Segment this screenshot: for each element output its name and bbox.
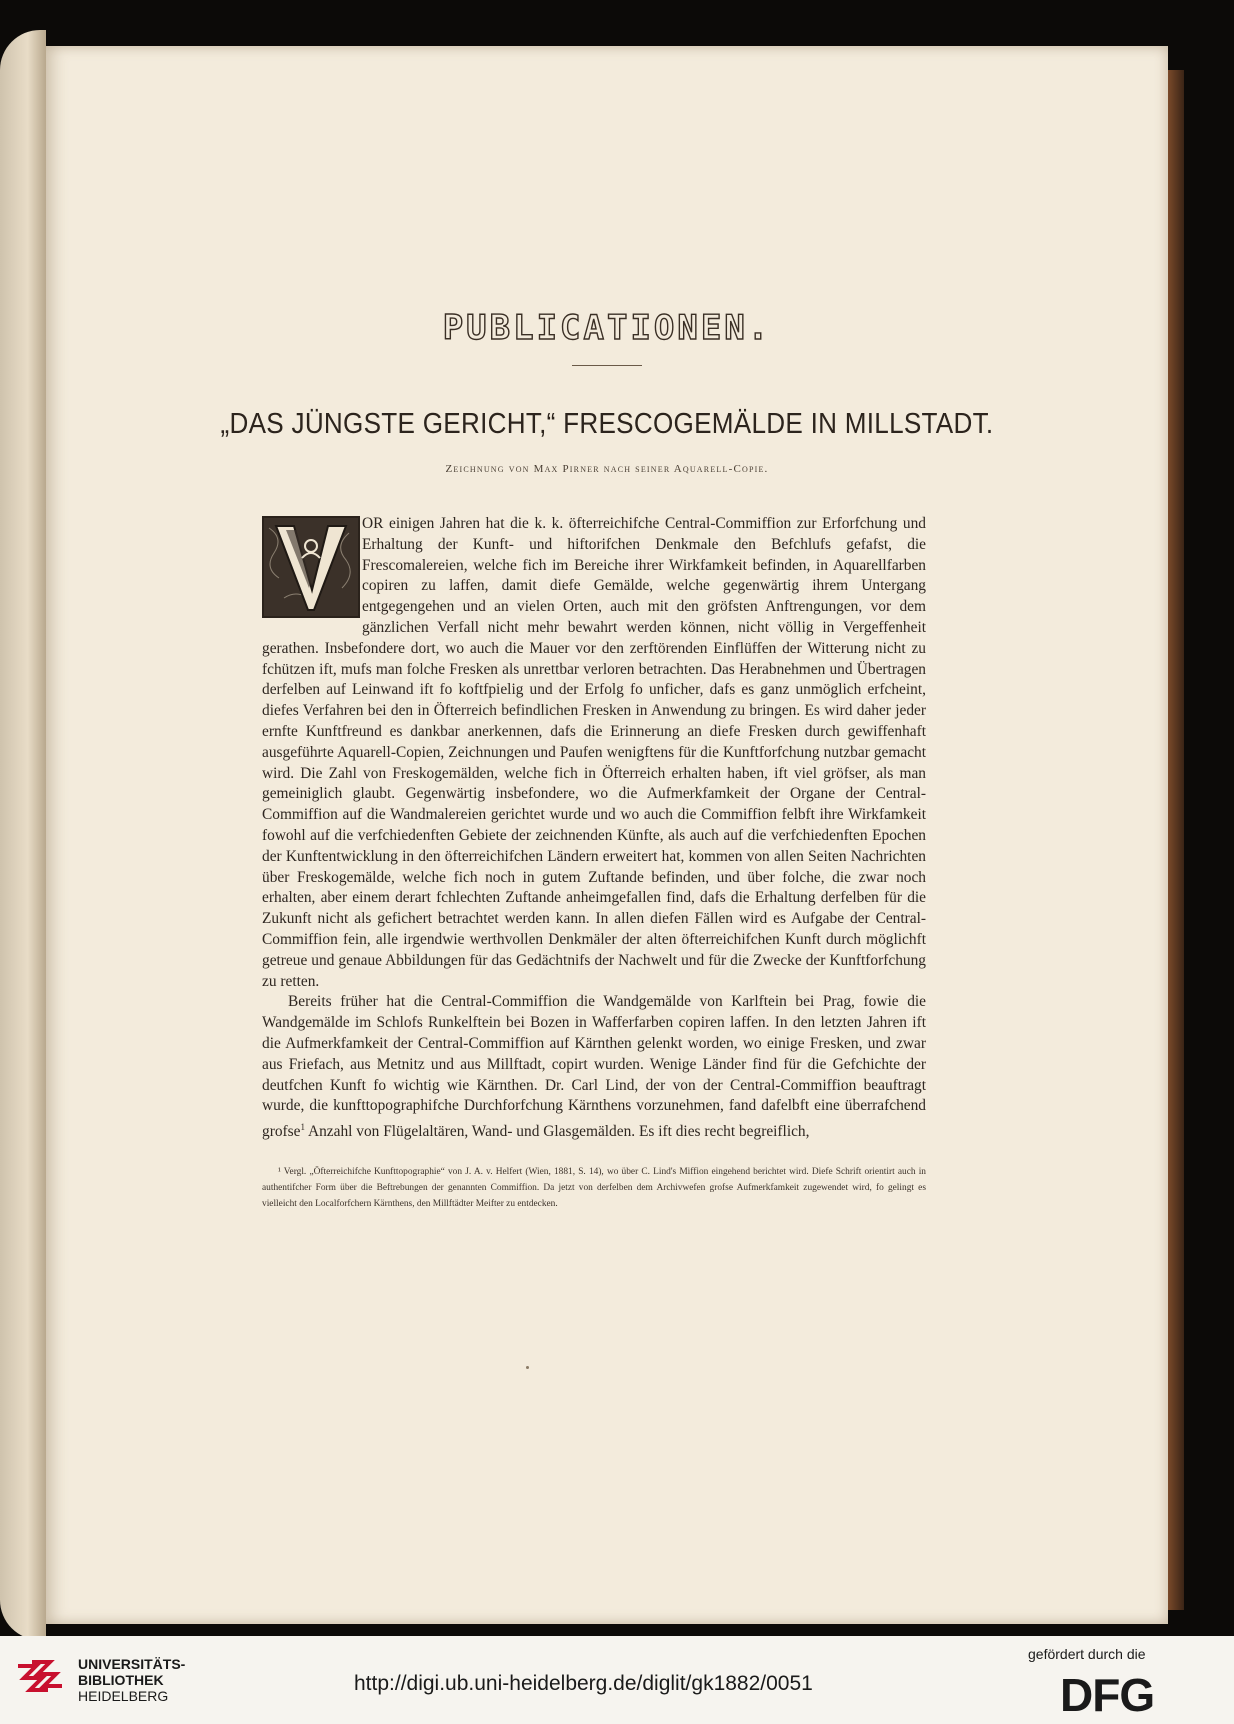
article-title: „DAS JÜNGSTE GERICHT,“ FRESCOGEMÄLDE IN MILLSTADT. bbox=[220, 408, 994, 440]
permalink-url[interactable]: http://digi.ub.uni-heidelberg.de/diglit/gk1882/0051 bbox=[354, 1672, 813, 1695]
viewer-footer bbox=[0, 1636, 1234, 1724]
page-edge bbox=[1168, 70, 1184, 1610]
footnote: ¹ Vergl. „Öfterreichifche Kunfttopographie“ von J. A. v. Helfert (Wien, 1881, S. 14), wo über C. Lind's Miffion eingehend berichtet wird. Diefe Schrift orientirt auch in authentifcher Form über die Beftrebungen der genannten Commiffion. Da jetzt von derfelben dem Archivwefen grofse Aufmerkfamkeit zugewendet wird, fo gelingt es vielleicht den Localforfchern Kärnthens, den Millftädter Meifter zu entdecken. bbox=[262, 1167, 926, 1209]
paragraph-1: OR einigen Jahren hat die k. k. öfterreichifche Central-Commiffion zur Erforfchung und Erhaltung der Kunft- und hiftorifchen Denkmale den Befchlufs gefafst, die Frescomalereien, welche fich im Bereiche ihrer Wirkfamkeit befinden, in Aquarellfarben copiren zu laffen, damit diefe Gemälde, welche gegenwärtig ihrem Untergang entgegengehen und an vielen Orten, auch mit den gröfsten Anftrengungen, vor dem gänzlichen Verfall nicht mehr bewahrt werden können, nicht völlig in Vergeffenheit gerathen. Insbefondere dort, wo auch die Mauer vor den zerftörenden Einflüffen der Witterung nicht zu fchützen ift, mufs man folche Fresken als unrettbar verloren betrachten. Das Herabnehmen und Übertragen derfelben auf Leinwand ift fo koftfpielig und der Erfolg fo unficher, dafs es ganz unmöglich erfcheint, diefes Verfahren bei den in Öfterreich befindlichen Fresken in Anwendung zu bringen. Es wird daher jeder ernfte Kunftfreund es dankbar anerkennen, dafs die Erinnerung an diefe Fresken durch gewiffenhaft ausgeführte Aquarell-Copien, Zeichnungen und Paufen wenigftens für die Kunftforfchung nutzbar gemacht wird. Die Zahl von Freskogemälden, welche fich in Öfterreich erhalten haben, ift viel gröfser, als man gemeiniglich glaubt. Gegenwärtig insbefondere, wo die Aufmerkfamkeit der Organe der Central-Commiffion auf die Wandmalereien gerichtet wurde und wo auch die Commiffion felbft ihre Wirkfamkeit fowohl auf die verfchiedenften Gebiete der zeichnenden Künfte, als auch auf die verfchiedenften Epochen der Kunftentwicklung in den öfterreichifchen Ländern erweitert hat, kommen von allen Seiten Nachrichten über Freskogemälde, welche fich noch in gutem Zuftande befinden, und über folche, die zwar noch erhalten, aber einem derart fchlechten Zuftande anheimgefallen find, dafs die Erhaltung derfelben für die Zukunft nicht als gefichert betrachtet werden kann. In allen diefen Fällen wird es Aufgabe der Central-Commiffion fein, alle irgendwie werthvollen Denkmäler der alten öfterreichifchen Kunft durch möglichft getreue und genaue Abbildungen für das Gedächtnifs der Nachwelt und für die Zwecke der Kunftforfchung zu retten. bbox=[262, 515, 926, 990]
footnote-marker[interactable]: 1 bbox=[300, 1122, 305, 1133]
dfg-logo[interactable]: DFG bbox=[1060, 1669, 1155, 1721]
funding-label: gefördert durch die bbox=[1028, 1646, 1146, 1662]
paper-speck bbox=[526, 1366, 529, 1369]
book-spine bbox=[0, 30, 46, 1640]
university-name: UNIVERSITÄTS- BIBLIOTHEK HEIDELBERG bbox=[78, 1656, 186, 1704]
university-library-logo-icon[interactable] bbox=[14, 1658, 66, 1700]
title-rule bbox=[572, 365, 642, 366]
article-subtitle: Zeichnung von Max Pirner nach seiner Aquarell-Copie. bbox=[445, 463, 769, 475]
scanned-page bbox=[46, 46, 1168, 1624]
article-body bbox=[262, 514, 926, 1143]
section-title: PUBLICATIONEN. bbox=[442, 308, 772, 348]
paragraph-2: Bereits früher hat die Central-Commiffion die Wandgemälde von Karlftein bei Prag, fowie die Wandgemälde im Schlofs Runkelftein bei Bozen in Wafferfarben copiren laffen. In den letzten Jahren ift die Aufmerkfamkeit der Central-Commiffion auf Kärnthen gelenkt worden, wo einige Fresken, und zwar aus Friefach, aus Metnitz und aus Millftadt, copirt wurden. Wenige Länder find für die Gefchichte der deutfchen Kunft fo wichtig wie Kärnthen. Dr. Carl Lind, der von der Central-Commiffion beauftragt wurde, die kunfttopographifche Durchforfchung Kärnthens vorzunehmen, fand dafelbft eine überrafchend grofse$^1$ Anzahl von Flügelaltären, Wand- und Glasgemälden. Es ift dies recht begreiflich, bbox=[262, 993, 926, 1141]
